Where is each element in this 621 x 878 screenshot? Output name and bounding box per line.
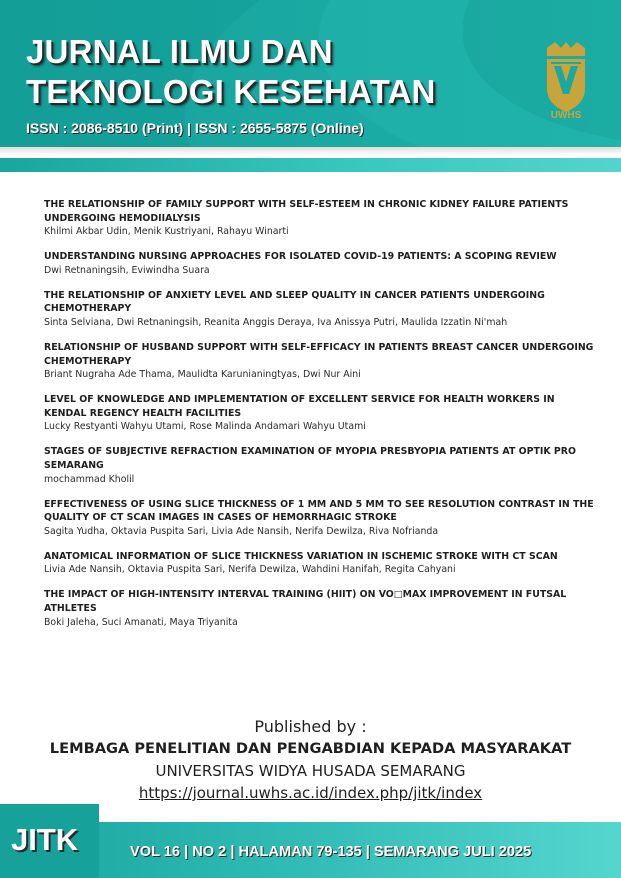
article-authors: mochammad Kholil [44,473,135,485]
article-item [44,250,594,278]
journal-url-link[interactable]: https://journal.uwhs.ac.id/index.php/jitk/index [138,784,483,802]
article-title: STAGES OF SUBJECTIVE REFRACTION EXAMINATION OF MYOPIA PRESBYOPIA PATIENTS AT OPTIK PRO SEMARANG [44,446,576,471]
logo-text: UWHS [550,110,582,121]
article-authors: Lucky Restyanti Wahyu Utami, Rose Malinda Andamari Wahyu Utami [44,421,366,433]
article-item [44,341,594,382]
journal-header [0,0,621,147]
issue-info: VOL 16 | NO 2 | HALAMAN 79-135 | SEMARANG JULI 2025 [130,844,532,860]
article-title: RELATIONSHIP OF HUSBAND SUPPORT WITH SELF-EFFICACY IN PATIENTS BREAST CANCER UNDERGOING CHEMOTHERAPY [44,341,594,367]
issn-text: ISSN : 2086-8510 (Print) | ISSN : 2655-5875 (Online) [26,120,364,136]
publisher-block [0,716,621,804]
article-authors: Sinta Selviana, Dwi Retnaningsih, Reanita Anggis Deraya, Iva Anissya Putri, Maulida Izzatin Ni'mah [44,316,508,328]
article-title: ANATOMICAL INFORMATION OF SLICE THICKNESS VARIATION IN ISCHEMIC STROKE WITH CT SCAN [44,550,558,562]
article-item [44,289,594,330]
article-authors: Boki Jaleha, Suci Amanati, Maya Triyanita [44,616,238,628]
article-authors: Khilmi Akbar Udin, Menik Kustriyani, Rahayu Winarti [44,226,289,238]
article-title: EFFECTIVENESS OF USING SLICE THICKNESS OF 1 MM AND 5 MM TO SEE RESOLUTION CONTRAST IN THE QUALITY OF CT SCAN IMAGES IN CASES OF HEMORRHAGIC STROKE [44,498,594,524]
article-item [44,588,594,629]
article-title: THE RELATIONSHIP OF FAMILY SUPPORT WITH SELF-ESTEEM IN CHRONIC KIDNEY FAILURE PATIENTS UNDERGOING HEMODIIALYSIS [44,199,569,224]
article-title: THE RELATIONSHIP OF ANXIETY LEVEL AND SLEEP QUALITY IN CANCER PATIENTS UNDERGOING CHEMOTHERAPY [44,289,545,315]
publisher-organization: LEMBAGA PENELITIAN DAN PENGABDIAN KEPADA MASYARAKAT [49,740,572,757]
journal-abbreviation: JITK [11,822,79,857]
article-item [44,393,594,434]
published-by-label: Published by : [254,717,367,736]
article-item [44,498,594,539]
article-authors: Dwi Retnaningsih, Eviwindha Suara [44,264,210,276]
uwhs-shield-logo-icon [541,40,591,120]
article-title: UNDERSTANDING NURSING APPROACHES FOR ISOLATED COVID-19 PATIENTS: A SCOPING REVIEW [44,251,557,263]
article-authors: Livia Ade Nansih, Oktavia Puspita Sari, Nerifa Dewilza, Wahdini Hanifah, Regita Cahyani [44,564,456,576]
header-divider-shadow [0,147,621,155]
article-title: THE IMPACT OF HIGH-INTENSITY INTERVAL TRAINING (HIIT) ON VO□MAX IMPROVEMENT IN FUTSAL ATHLETES [44,589,567,614]
article-authors: Sagita Yudha, Oktavia Puspita Sari, Livia Ade Nansih, Nerifa Dewilza, Riva Nofrianda [44,525,439,537]
article-title: LEVEL OF KNOWLEDGE AND IMPLEMENTATION OF EXCELLENT SERVICE FOR HEALTH WORKERS IN KENDAL REGENCY HEALTH FACILITIES [44,394,555,419]
article-item [44,198,594,239]
article-authors: Briant Nugraha Ade Thama, Maulidta Karunianingtyas, Dwi Nur Aini [44,369,361,381]
journal-title-line2: TEKNOLOGI KESEHATAN [26,73,436,110]
article-item [44,445,594,486]
teal-divider-bar [0,158,621,172]
publisher-university: UNIVERSITAS WIDYA HUSADA SEMARANG [155,762,466,780]
journal-title-line1: JURNAL ILMU DAN [26,33,333,70]
article-item [44,550,594,578]
table-of-contents [44,198,594,641]
